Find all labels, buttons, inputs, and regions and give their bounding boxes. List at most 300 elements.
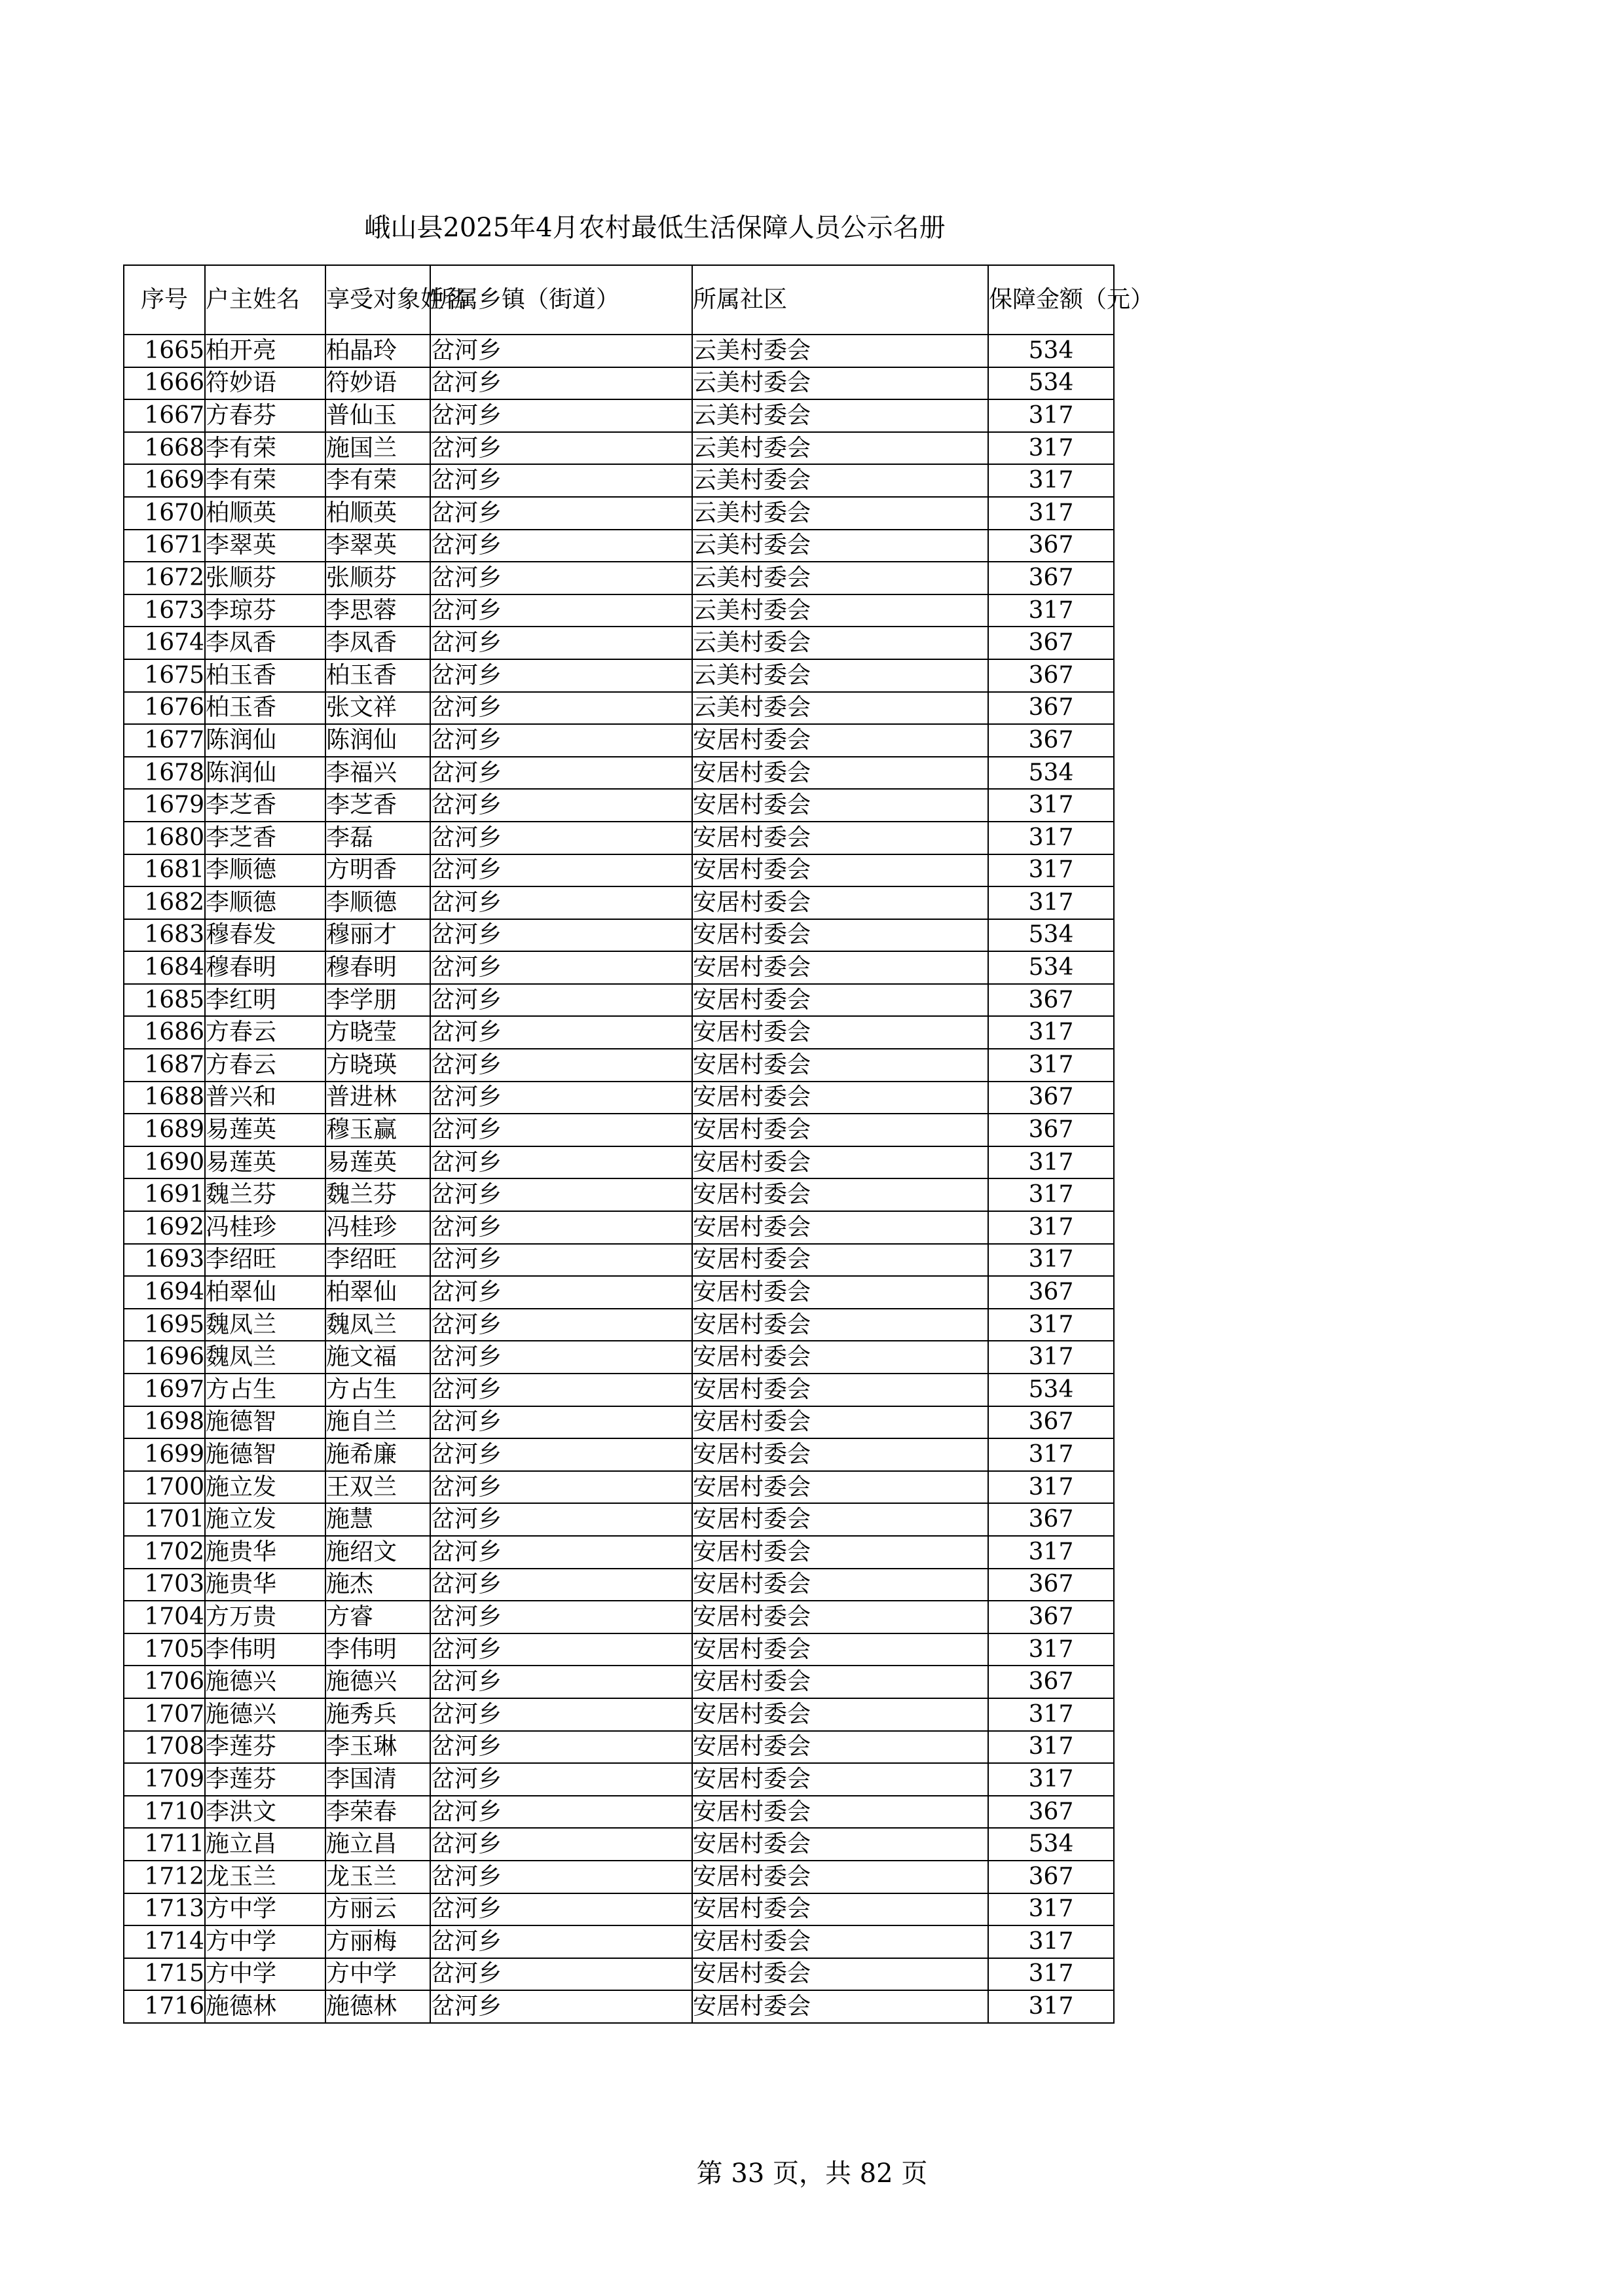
cell-community: 安居村委会 bbox=[692, 1633, 988, 1666]
table-row bbox=[124, 1958, 1114, 1991]
cell-seq: 1702 bbox=[124, 1536, 205, 1569]
cell-beneficiary: 柏晶玲 bbox=[325, 335, 430, 367]
table-row bbox=[124, 1082, 1114, 1114]
cell-amount: 317 bbox=[988, 886, 1114, 919]
cell-township: 岔河乡 bbox=[430, 1114, 692, 1146]
cell-township: 岔河乡 bbox=[430, 757, 692, 790]
cell-community: 安居村委会 bbox=[692, 1731, 988, 1764]
cell-beneficiary: 施秀兵 bbox=[325, 1698, 430, 1731]
header-township: 所属乡镇（街道） bbox=[430, 265, 692, 335]
table-row bbox=[124, 692, 1114, 725]
cell-amount: 367 bbox=[988, 1796, 1114, 1829]
cell-seq: 1712 bbox=[124, 1861, 205, 1893]
cell-township: 岔河乡 bbox=[430, 1763, 692, 1796]
cell-beneficiary: 施希廉 bbox=[325, 1438, 430, 1471]
cell-township: 岔河乡 bbox=[430, 1146, 692, 1179]
cell-household-head: 李顺德 bbox=[205, 886, 325, 919]
cell-seq: 1709 bbox=[124, 1763, 205, 1796]
cell-community: 安居村委会 bbox=[692, 886, 988, 919]
cell-beneficiary: 方占生 bbox=[325, 1374, 430, 1406]
cell-seq: 1667 bbox=[124, 399, 205, 432]
cell-township: 岔河乡 bbox=[430, 335, 692, 367]
cell-household-head: 陈润仙 bbox=[205, 724, 325, 757]
cell-seq: 1696 bbox=[124, 1341, 205, 1374]
cell-beneficiary: 王双兰 bbox=[325, 1471, 430, 1504]
cell-amount: 317 bbox=[988, 464, 1114, 497]
cell-community: 安居村委会 bbox=[692, 1569, 988, 1601]
cell-community: 云美村委会 bbox=[692, 432, 988, 465]
cell-amount: 317 bbox=[988, 1049, 1114, 1082]
cell-seq: 1686 bbox=[124, 1016, 205, 1049]
cell-township: 岔河乡 bbox=[430, 1958, 692, 1991]
cell-seq: 1666 bbox=[124, 367, 205, 400]
cell-township: 岔河乡 bbox=[430, 1828, 692, 1861]
cell-amount: 534 bbox=[988, 1374, 1114, 1406]
cell-community: 云美村委会 bbox=[692, 367, 988, 400]
cell-household-head: 方中学 bbox=[205, 1893, 325, 1926]
cell-seq: 1678 bbox=[124, 757, 205, 790]
cell-seq: 1671 bbox=[124, 530, 205, 562]
cell-beneficiary: 魏凤兰 bbox=[325, 1309, 430, 1341]
cell-seq: 1684 bbox=[124, 951, 205, 984]
cell-township: 岔河乡 bbox=[430, 1276, 692, 1309]
cell-household-head: 易莲英 bbox=[205, 1114, 325, 1146]
cell-community: 安居村委会 bbox=[692, 822, 988, 854]
table-row bbox=[124, 594, 1114, 627]
cell-beneficiary: 施立昌 bbox=[325, 1828, 430, 1861]
cell-amount: 317 bbox=[988, 1178, 1114, 1211]
cell-township: 岔河乡 bbox=[430, 497, 692, 530]
table-row bbox=[124, 1471, 1114, 1504]
cell-township: 岔河乡 bbox=[430, 822, 692, 854]
cell-beneficiary: 穆玉赢 bbox=[325, 1114, 430, 1146]
cell-amount: 317 bbox=[988, 789, 1114, 822]
table-row bbox=[124, 1698, 1114, 1731]
cell-beneficiary: 方晓莹 bbox=[325, 1016, 430, 1049]
table-row bbox=[124, 1569, 1114, 1601]
cell-seq: 1688 bbox=[124, 1082, 205, 1114]
table-row bbox=[124, 822, 1114, 854]
cell-household-head: 龙玉兰 bbox=[205, 1861, 325, 1893]
cell-amount: 317 bbox=[988, 1536, 1114, 1569]
cell-amount: 317 bbox=[988, 1990, 1114, 2023]
cell-seq: 1689 bbox=[124, 1114, 205, 1146]
cell-amount: 367 bbox=[988, 1114, 1114, 1146]
cell-household-head: 李琼芬 bbox=[205, 594, 325, 627]
cell-household-head: 施德林 bbox=[205, 1990, 325, 2023]
header-household-head: 户主姓名 bbox=[205, 265, 325, 335]
cell-household-head: 冯桂珍 bbox=[205, 1211, 325, 1244]
cell-township: 岔河乡 bbox=[430, 1698, 692, 1731]
cell-household-head: 柏玉香 bbox=[205, 692, 325, 725]
cell-township: 岔河乡 bbox=[430, 562, 692, 594]
cell-beneficiary: 李翠英 bbox=[325, 530, 430, 562]
cell-beneficiary: 柏顺英 bbox=[325, 497, 430, 530]
cell-seq: 1693 bbox=[124, 1244, 205, 1277]
cell-household-head: 李绍旺 bbox=[205, 1244, 325, 1277]
cell-seq: 1703 bbox=[124, 1569, 205, 1601]
cell-beneficiary: 普仙玉 bbox=[325, 399, 430, 432]
cell-household-head: 李翠英 bbox=[205, 530, 325, 562]
cell-seq: 1716 bbox=[124, 1990, 205, 2023]
cell-community: 安居村委会 bbox=[692, 1082, 988, 1114]
cell-community: 安居村委会 bbox=[692, 1341, 988, 1374]
cell-township: 岔河乡 bbox=[430, 1082, 692, 1114]
cell-township: 岔河乡 bbox=[430, 367, 692, 400]
cell-community: 安居村委会 bbox=[692, 1438, 988, 1471]
cell-amount: 367 bbox=[988, 1082, 1114, 1114]
cell-beneficiary: 李顺德 bbox=[325, 886, 430, 919]
cell-household-head: 方春芬 bbox=[205, 399, 325, 432]
cell-amount: 317 bbox=[988, 1244, 1114, 1277]
cell-seq: 1715 bbox=[124, 1958, 205, 1991]
cell-township: 岔河乡 bbox=[430, 432, 692, 465]
cell-township: 岔河乡 bbox=[430, 1796, 692, 1829]
table-row bbox=[124, 1633, 1114, 1666]
table-row bbox=[124, 1341, 1114, 1374]
cell-amount: 534 bbox=[988, 951, 1114, 984]
cell-community: 安居村委会 bbox=[692, 1211, 988, 1244]
cell-amount: 534 bbox=[988, 1828, 1114, 1861]
cell-household-head: 方春云 bbox=[205, 1049, 325, 1082]
cell-beneficiary: 李国清 bbox=[325, 1763, 430, 1796]
cell-community: 安居村委会 bbox=[692, 1114, 988, 1146]
cell-seq: 1694 bbox=[124, 1276, 205, 1309]
cell-seq: 1675 bbox=[124, 659, 205, 692]
table-row bbox=[124, 1861, 1114, 1893]
cell-seq: 1700 bbox=[124, 1471, 205, 1504]
cell-amount: 534 bbox=[988, 757, 1114, 790]
cell-township: 岔河乡 bbox=[430, 1016, 692, 1049]
table-row bbox=[124, 1990, 1114, 2023]
cell-household-head: 普兴和 bbox=[205, 1082, 325, 1114]
cell-seq: 1683 bbox=[124, 919, 205, 952]
cell-amount: 367 bbox=[988, 627, 1114, 659]
cell-beneficiary: 张文祥 bbox=[325, 692, 430, 725]
cell-beneficiary: 李荣春 bbox=[325, 1796, 430, 1829]
cell-community: 安居村委会 bbox=[692, 1146, 988, 1179]
cell-beneficiary: 施自兰 bbox=[325, 1406, 430, 1439]
cell-amount: 367 bbox=[988, 724, 1114, 757]
cell-seq: 1714 bbox=[124, 1925, 205, 1958]
cell-amount: 367 bbox=[988, 692, 1114, 725]
table-row bbox=[124, 562, 1114, 594]
cell-household-head: 穆春明 bbox=[205, 951, 325, 984]
cell-amount: 317 bbox=[988, 1146, 1114, 1179]
table-row bbox=[124, 984, 1114, 1017]
cell-community: 云美村委会 bbox=[692, 497, 988, 530]
cell-township: 岔河乡 bbox=[430, 399, 692, 432]
cell-community: 云美村委会 bbox=[692, 627, 988, 659]
table-row bbox=[124, 789, 1114, 822]
table-row bbox=[124, 1893, 1114, 1926]
cell-beneficiary: 李福兴 bbox=[325, 757, 430, 790]
cell-community: 安居村委会 bbox=[692, 1276, 988, 1309]
cell-amount: 367 bbox=[988, 530, 1114, 562]
cell-township: 岔河乡 bbox=[430, 1893, 692, 1926]
cell-beneficiary: 施德林 bbox=[325, 1990, 430, 2023]
cell-township: 岔河乡 bbox=[430, 1244, 692, 1277]
cell-amount: 367 bbox=[988, 1601, 1114, 1633]
cell-household-head: 柏顺英 bbox=[205, 497, 325, 530]
cell-seq: 1708 bbox=[124, 1731, 205, 1764]
table-row bbox=[124, 497, 1114, 530]
cell-beneficiary: 冯桂珍 bbox=[325, 1211, 430, 1244]
cell-amount: 534 bbox=[988, 367, 1114, 400]
cell-township: 岔河乡 bbox=[430, 1049, 692, 1082]
cell-seq: 1676 bbox=[124, 692, 205, 725]
cell-amount: 317 bbox=[988, 1438, 1114, 1471]
cell-amount: 317 bbox=[988, 1893, 1114, 1926]
cell-community: 安居村委会 bbox=[692, 984, 988, 1017]
cell-amount: 317 bbox=[988, 399, 1114, 432]
cell-beneficiary: 李玉琳 bbox=[325, 1731, 430, 1764]
header-community: 所属社区 bbox=[692, 265, 988, 335]
cell-household-head: 李伟明 bbox=[205, 1633, 325, 1666]
table-row bbox=[124, 464, 1114, 497]
cell-amount: 367 bbox=[988, 984, 1114, 1017]
cell-community: 云美村委会 bbox=[692, 594, 988, 627]
table-row bbox=[124, 659, 1114, 692]
cell-community: 安居村委会 bbox=[692, 757, 988, 790]
cell-community: 云美村委会 bbox=[692, 464, 988, 497]
cell-community: 安居村委会 bbox=[692, 1244, 988, 1277]
table-row bbox=[124, 1374, 1114, 1406]
cell-amount: 367 bbox=[988, 1276, 1114, 1309]
cell-seq: 1692 bbox=[124, 1211, 205, 1244]
cell-seq: 1669 bbox=[124, 464, 205, 497]
table-row bbox=[124, 1178, 1114, 1211]
cell-amount: 317 bbox=[988, 1016, 1114, 1049]
cell-seq: 1711 bbox=[124, 1828, 205, 1861]
cell-amount: 367 bbox=[988, 1861, 1114, 1893]
cell-seq: 1697 bbox=[124, 1374, 205, 1406]
table-row bbox=[124, 1536, 1114, 1569]
cell-household-head: 李洪文 bbox=[205, 1796, 325, 1829]
cell-community: 安居村委会 bbox=[692, 1893, 988, 1926]
cell-household-head: 李芝香 bbox=[205, 789, 325, 822]
cell-amount: 317 bbox=[988, 1925, 1114, 1958]
table-row bbox=[124, 530, 1114, 562]
cell-seq: 1701 bbox=[124, 1503, 205, 1536]
cell-household-head: 李芝香 bbox=[205, 822, 325, 854]
table-row bbox=[124, 1763, 1114, 1796]
cell-beneficiary: 李芝香 bbox=[325, 789, 430, 822]
cell-community: 云美村委会 bbox=[692, 399, 988, 432]
cell-household-head: 魏凤兰 bbox=[205, 1341, 325, 1374]
cell-township: 岔河乡 bbox=[430, 951, 692, 984]
cell-township: 岔河乡 bbox=[430, 1925, 692, 1958]
cell-community: 安居村委会 bbox=[692, 1601, 988, 1633]
cell-household-head: 柏开亮 bbox=[205, 335, 325, 367]
cell-seq: 1698 bbox=[124, 1406, 205, 1439]
table-row bbox=[124, 724, 1114, 757]
cell-beneficiary: 符妙语 bbox=[325, 367, 430, 400]
cell-household-head: 李莲芬 bbox=[205, 1763, 325, 1796]
cell-household-head: 方万贵 bbox=[205, 1601, 325, 1633]
cell-township: 岔河乡 bbox=[430, 1211, 692, 1244]
cell-township: 岔河乡 bbox=[430, 627, 692, 659]
table-row bbox=[124, 432, 1114, 465]
cell-community: 云美村委会 bbox=[692, 659, 988, 692]
cell-household-head: 李有荣 bbox=[205, 464, 325, 497]
cell-beneficiary: 施杰 bbox=[325, 1569, 430, 1601]
cell-township: 岔河乡 bbox=[430, 1178, 692, 1211]
cell-amount: 317 bbox=[988, 854, 1114, 887]
table-row bbox=[124, 1828, 1114, 1861]
cell-seq: 1665 bbox=[124, 335, 205, 367]
cell-community: 安居村委会 bbox=[692, 724, 988, 757]
cell-township: 岔河乡 bbox=[430, 919, 692, 952]
cell-community: 安居村委会 bbox=[692, 1698, 988, 1731]
cell-amount: 317 bbox=[988, 1471, 1114, 1504]
cell-community: 安居村委会 bbox=[692, 919, 988, 952]
cell-amount: 367 bbox=[988, 1569, 1114, 1601]
cell-community: 云美村委会 bbox=[692, 562, 988, 594]
cell-township: 岔河乡 bbox=[430, 1666, 692, 1698]
cell-household-head: 施德智 bbox=[205, 1406, 325, 1439]
roster-table bbox=[123, 264, 1154, 2024]
cell-beneficiary: 方丽云 bbox=[325, 1893, 430, 1926]
cell-beneficiary: 穆春明 bbox=[325, 951, 430, 984]
cell-community: 安居村委会 bbox=[692, 854, 988, 887]
cell-beneficiary: 李伟明 bbox=[325, 1633, 430, 1666]
cell-seq: 1673 bbox=[124, 594, 205, 627]
cell-community: 安居村委会 bbox=[692, 1763, 988, 1796]
page-footer: 第 33 页，共 82 页 bbox=[696, 2159, 928, 2189]
cell-seq: 1690 bbox=[124, 1146, 205, 1179]
cell-amount: 534 bbox=[988, 335, 1114, 367]
table-row bbox=[124, 1211, 1114, 1244]
cell-township: 岔河乡 bbox=[430, 1341, 692, 1374]
cell-township: 岔河乡 bbox=[430, 1633, 692, 1666]
cell-seq: 1685 bbox=[124, 984, 205, 1017]
table-row bbox=[124, 1503, 1114, 1536]
cell-household-head: 李红明 bbox=[205, 984, 325, 1017]
cell-household-head: 施立发 bbox=[205, 1471, 325, 1504]
cell-township: 岔河乡 bbox=[430, 724, 692, 757]
table-row bbox=[124, 1309, 1114, 1341]
page-title: 峨山县2025年4月农村最低生活保障人员公示名册 bbox=[364, 213, 946, 243]
cell-household-head: 陈润仙 bbox=[205, 757, 325, 790]
cell-household-head: 易莲英 bbox=[205, 1146, 325, 1179]
cell-beneficiary: 方丽梅 bbox=[325, 1925, 430, 1958]
cell-household-head: 李莲芬 bbox=[205, 1731, 325, 1764]
cell-seq: 1695 bbox=[124, 1309, 205, 1341]
cell-community: 安居村委会 bbox=[692, 1828, 988, 1861]
cell-amount: 317 bbox=[988, 594, 1114, 627]
cell-township: 岔河乡 bbox=[430, 1406, 692, 1439]
cell-household-head: 李顺德 bbox=[205, 854, 325, 887]
cell-household-head: 施德兴 bbox=[205, 1666, 325, 1698]
cell-community: 安居村委会 bbox=[692, 1990, 988, 2023]
cell-seq: 1670 bbox=[124, 497, 205, 530]
cell-seq: 1668 bbox=[124, 432, 205, 465]
cell-seq: 1705 bbox=[124, 1633, 205, 1666]
table-row bbox=[124, 1146, 1114, 1179]
cell-household-head: 张顺芬 bbox=[205, 562, 325, 594]
cell-household-head: 施立发 bbox=[205, 1503, 325, 1536]
cell-beneficiary: 施慧 bbox=[325, 1503, 430, 1536]
cell-township: 岔河乡 bbox=[430, 1309, 692, 1341]
cell-community: 安居村委会 bbox=[692, 1796, 988, 1829]
cell-beneficiary: 施国兰 bbox=[325, 432, 430, 465]
cell-amount: 317 bbox=[988, 1309, 1114, 1341]
cell-household-head: 柏翠仙 bbox=[205, 1276, 325, 1309]
cell-community: 安居村委会 bbox=[692, 1471, 988, 1504]
cell-community: 安居村委会 bbox=[692, 1861, 988, 1893]
table-row bbox=[124, 1244, 1114, 1277]
cell-township: 岔河乡 bbox=[430, 1569, 692, 1601]
table-row bbox=[124, 399, 1114, 432]
cell-community: 安居村委会 bbox=[692, 1016, 988, 1049]
cell-household-head: 魏兰芬 bbox=[205, 1178, 325, 1211]
cell-beneficiary: 方晓瑛 bbox=[325, 1049, 430, 1082]
table-row bbox=[124, 1925, 1114, 1958]
cell-beneficiary: 施德兴 bbox=[325, 1666, 430, 1698]
roster-body bbox=[124, 335, 1114, 2023]
header-amount: 保障金额（元） bbox=[988, 265, 1114, 335]
cell-amount: 367 bbox=[988, 659, 1114, 692]
cell-community: 安居村委会 bbox=[692, 1536, 988, 1569]
table-row bbox=[124, 1016, 1114, 1049]
table-row bbox=[124, 1049, 1114, 1082]
cell-beneficiary: 普进林 bbox=[325, 1082, 430, 1114]
cell-beneficiary: 方明香 bbox=[325, 854, 430, 887]
cell-community: 云美村委会 bbox=[692, 692, 988, 725]
cell-community: 安居村委会 bbox=[692, 1309, 988, 1341]
cell-beneficiary: 施绍文 bbox=[325, 1536, 430, 1569]
cell-township: 岔河乡 bbox=[430, 886, 692, 919]
cell-household-head: 施德智 bbox=[205, 1438, 325, 1471]
table-row bbox=[124, 854, 1114, 887]
cell-household-head: 施贵华 bbox=[205, 1536, 325, 1569]
cell-amount: 534 bbox=[988, 919, 1114, 952]
cell-household-head: 方占生 bbox=[205, 1374, 325, 1406]
cell-township: 岔河乡 bbox=[430, 1861, 692, 1893]
cell-beneficiary: 柏翠仙 bbox=[325, 1276, 430, 1309]
cell-beneficiary: 李绍旺 bbox=[325, 1244, 430, 1277]
cell-beneficiary: 李磊 bbox=[325, 822, 430, 854]
cell-seq: 1680 bbox=[124, 822, 205, 854]
cell-township: 岔河乡 bbox=[430, 1601, 692, 1633]
cell-township: 岔河乡 bbox=[430, 1731, 692, 1764]
table-row bbox=[124, 1731, 1114, 1764]
cell-beneficiary: 陈润仙 bbox=[325, 724, 430, 757]
cell-beneficiary: 李有荣 bbox=[325, 464, 430, 497]
header-seq: 序号 bbox=[124, 265, 205, 335]
cell-township: 岔河乡 bbox=[430, 464, 692, 497]
table-row bbox=[124, 886, 1114, 919]
cell-beneficiary: 李思蓉 bbox=[325, 594, 430, 627]
cell-township: 岔河乡 bbox=[430, 1536, 692, 1569]
cell-beneficiary: 易莲英 bbox=[325, 1146, 430, 1179]
cell-amount: 367 bbox=[988, 562, 1114, 594]
cell-community: 安居村委会 bbox=[692, 1178, 988, 1211]
cell-beneficiary: 施文福 bbox=[325, 1341, 430, 1374]
cell-household-head: 方春云 bbox=[205, 1016, 325, 1049]
cell-amount: 317 bbox=[988, 497, 1114, 530]
cell-household-head: 李有荣 bbox=[205, 432, 325, 465]
cell-seq: 1713 bbox=[124, 1893, 205, 1926]
cell-amount: 317 bbox=[988, 1633, 1114, 1666]
cell-beneficiary: 张顺芬 bbox=[325, 562, 430, 594]
cell-household-head: 施贵华 bbox=[205, 1569, 325, 1601]
cell-township: 岔河乡 bbox=[430, 1374, 692, 1406]
cell-seq: 1699 bbox=[124, 1438, 205, 1471]
cell-township: 岔河乡 bbox=[430, 1471, 692, 1504]
cell-community: 安居村委会 bbox=[692, 789, 988, 822]
